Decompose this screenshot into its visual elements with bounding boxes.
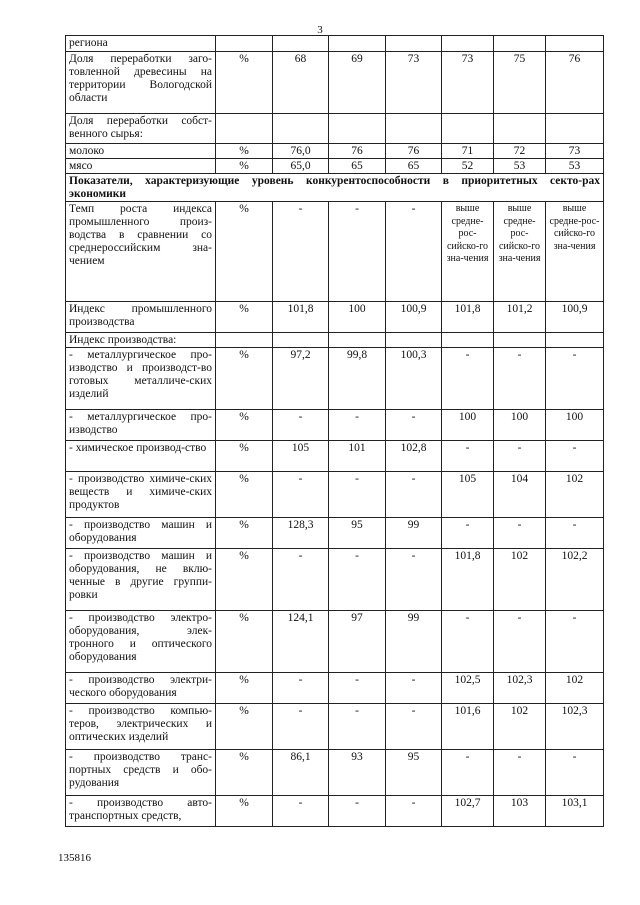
value-cell: 95 (329, 518, 386, 549)
table-row (66, 750, 604, 796)
indicator-name: - производство электро-оборудования, элек-тронного и оптического оборудования (66, 611, 216, 673)
table-row (66, 410, 604, 441)
value-cell: 73 (546, 144, 604, 159)
table-row (66, 518, 604, 549)
value-cell: 100 (546, 410, 604, 441)
value-cell (386, 333, 442, 348)
value-cell: 76,0 (273, 144, 329, 159)
indicator-name: Индекс промышленного производства (66, 302, 216, 333)
value-cell: 102 (546, 472, 604, 518)
value-cell: 101,2 (494, 302, 546, 333)
value-cell: - (273, 410, 329, 441)
unit-cell: % (216, 549, 273, 611)
value-cell: 100,3 (386, 348, 442, 410)
value-cell: - (329, 704, 386, 750)
value-cell: 97 (329, 611, 386, 673)
value-cell: 103 (494, 796, 546, 827)
table-row (66, 52, 604, 114)
value-cell (329, 114, 386, 144)
value-cell: 99 (386, 518, 442, 549)
value-cell (546, 114, 604, 144)
unit-cell: % (216, 410, 273, 441)
value-cell: - (442, 441, 494, 472)
unit-cell: % (216, 673, 273, 704)
value-cell: - (546, 611, 604, 673)
value-cell: 102,7 (442, 796, 494, 827)
value-cell (273, 333, 329, 348)
indicator-name: региона (66, 36, 216, 52)
indicators-table (65, 35, 604, 827)
value-cell: - (494, 518, 546, 549)
indicator-name: - производство авто-транспортных средств, (66, 796, 216, 827)
indicator-name: молоко (66, 144, 216, 159)
value-cell (494, 36, 546, 52)
indicator-name: - производство химиче-ских веществ и химиче-ских продуктов (66, 472, 216, 518)
value-cell: - (386, 796, 442, 827)
value-cell: - (442, 611, 494, 673)
indicator-name: - производство машин и оборудования (66, 518, 216, 549)
value-cell: 75 (494, 52, 546, 114)
value-cell: - (494, 441, 546, 472)
value-cell: 95 (386, 750, 442, 796)
value-cell: 99 (386, 611, 442, 673)
table-row (66, 673, 604, 704)
value-cell: 53 (546, 159, 604, 174)
value-cell (442, 333, 494, 348)
value-cell: - (273, 704, 329, 750)
value-cell (386, 114, 442, 144)
table-row (66, 144, 604, 159)
value-cell: 72 (494, 144, 546, 159)
value-cell: - (329, 673, 386, 704)
unit-cell: % (216, 796, 273, 827)
value-cell: 102 (494, 704, 546, 750)
value-cell (494, 333, 546, 348)
value-cell (494, 114, 546, 144)
indicator-name: - химическое производ-ство (66, 441, 216, 472)
value-cell: 65 (386, 159, 442, 174)
table-row (66, 549, 604, 611)
value-cell: 65,0 (273, 159, 329, 174)
table-row (66, 348, 604, 410)
unit-cell: % (216, 159, 273, 174)
table-row (66, 796, 604, 827)
value-cell: 101,6 (442, 704, 494, 750)
value-cell: - (386, 704, 442, 750)
unit-cell: % (216, 144, 273, 159)
value-cell: 105 (442, 472, 494, 518)
value-cell: 71 (442, 144, 494, 159)
value-cell: 101,8 (442, 549, 494, 611)
indicator-name: - производство компью-теров, электрических и оптических изделий (66, 704, 216, 750)
value-cell: - (386, 549, 442, 611)
value-cell: 73 (386, 52, 442, 114)
value-cell: 102,8 (386, 441, 442, 472)
unit-cell: % (216, 750, 273, 796)
table-row (66, 114, 604, 144)
value-cell (546, 333, 604, 348)
value-cell: 68 (273, 52, 329, 114)
indicator-name: Доля переработки заго-товленной древесины на территории Вологодской области (66, 52, 216, 114)
unit-cell: % (216, 348, 273, 410)
unit-cell: % (216, 302, 273, 333)
value-cell: 73 (442, 52, 494, 114)
value-cell: - (494, 611, 546, 673)
unit-cell (216, 36, 273, 52)
value-cell: 69 (329, 52, 386, 114)
value-cell: 99,8 (329, 348, 386, 410)
value-cell: 76 (386, 144, 442, 159)
value-cell: 100 (494, 410, 546, 441)
value-cell (442, 36, 494, 52)
value-cell: выше средне-рос-сийско-го зна-чения (494, 202, 546, 302)
value-cell: 65 (329, 159, 386, 174)
table-row (66, 159, 604, 174)
value-cell: - (329, 472, 386, 518)
unit-cell (216, 333, 273, 348)
table-row (66, 441, 604, 472)
table-row (66, 36, 604, 52)
section-row (66, 174, 604, 202)
value-cell: 76 (329, 144, 386, 159)
value-cell (386, 36, 442, 52)
indicator-name: - производство машин и оборудования, не вклю-ченные в другие группи-ровки (66, 549, 216, 611)
value-cell (546, 36, 604, 52)
value-cell: 100,9 (386, 302, 442, 333)
value-cell: - (273, 673, 329, 704)
unit-cell: % (216, 472, 273, 518)
value-cell: выше средне-рос-сийско-го зна-чения (442, 202, 494, 302)
value-cell: - (273, 549, 329, 611)
unit-cell: % (216, 611, 273, 673)
footer-code: 135816 (58, 852, 91, 864)
value-cell: - (442, 348, 494, 410)
value-cell: 105 (273, 441, 329, 472)
value-cell: 104 (494, 472, 546, 518)
indicator-name: - металлургическое про-изводство и производст-во готовых металличе-ских изделий (66, 348, 216, 410)
indicator-name: мясо (66, 159, 216, 174)
value-cell: - (546, 441, 604, 472)
value-cell: - (546, 518, 604, 549)
value-cell: - (386, 202, 442, 302)
value-cell: 97,2 (273, 348, 329, 410)
section-heading: Показатели, характеризующие уровень конкурентоспособности в приоритетных секто-рах экономики (66, 174, 604, 202)
indicator-name: Доля переработки собст-венного сырья: (66, 114, 216, 144)
value-cell: выше средне-рос-сийско-го зна-чения (546, 202, 604, 302)
table-row (66, 611, 604, 673)
value-cell: - (442, 750, 494, 796)
value-cell (273, 36, 329, 52)
table-row (66, 333, 604, 348)
value-cell: 93 (329, 750, 386, 796)
value-cell: - (386, 410, 442, 441)
table-row (66, 202, 604, 302)
unit-cell: % (216, 202, 273, 302)
value-cell: - (329, 202, 386, 302)
table-row (66, 704, 604, 750)
unit-cell: % (216, 441, 273, 472)
value-cell: 124,1 (273, 611, 329, 673)
value-cell: 86,1 (273, 750, 329, 796)
value-cell: 52 (442, 159, 494, 174)
value-cell: 103,1 (546, 796, 604, 827)
value-cell: 102 (494, 549, 546, 611)
unit-cell: % (216, 704, 273, 750)
value-cell: 101,8 (442, 302, 494, 333)
value-cell: 102 (546, 673, 604, 704)
unit-cell: % (216, 52, 273, 114)
value-cell: 101,8 (273, 302, 329, 333)
page-number: 3 (317, 24, 323, 36)
value-cell: 101 (329, 441, 386, 472)
value-cell: - (329, 549, 386, 611)
value-cell: 102,2 (546, 549, 604, 611)
indicator-name: - производство электри-ческого оборудования (66, 673, 216, 704)
value-cell: - (546, 750, 604, 796)
value-cell: - (494, 750, 546, 796)
table-body (66, 36, 604, 827)
value-cell: 102,5 (442, 673, 494, 704)
value-cell: - (329, 410, 386, 441)
value-cell: - (273, 472, 329, 518)
unit-cell: % (216, 518, 273, 549)
value-cell: - (386, 472, 442, 518)
indicator-name: Темп роста индекса промышленного произ-водства в сравнении со среднероссийским зна-чением (66, 202, 216, 302)
value-cell (329, 36, 386, 52)
value-cell: 53 (494, 159, 546, 174)
value-cell (273, 114, 329, 144)
value-cell: - (442, 518, 494, 549)
value-cell: - (273, 202, 329, 302)
value-cell: 102,3 (546, 704, 604, 750)
value-cell: 102,3 (494, 673, 546, 704)
value-cell: 76 (546, 52, 604, 114)
value-cell: 100 (442, 410, 494, 441)
value-cell (329, 333, 386, 348)
unit-cell (216, 114, 273, 144)
value-cell: - (546, 348, 604, 410)
value-cell: - (273, 796, 329, 827)
value-cell: 100 (329, 302, 386, 333)
table-row (66, 472, 604, 518)
value-cell: - (494, 348, 546, 410)
value-cell: - (329, 796, 386, 827)
indicator-name: - производство транс-портных средств и обо-рудования (66, 750, 216, 796)
indicator-name: Индекс производства: (66, 333, 216, 348)
value-cell: 100,9 (546, 302, 604, 333)
table-row (66, 302, 604, 333)
indicator-name: - металлургическое про-изводство (66, 410, 216, 441)
value-cell: 128,3 (273, 518, 329, 549)
value-cell (442, 114, 494, 144)
value-cell: - (386, 673, 442, 704)
